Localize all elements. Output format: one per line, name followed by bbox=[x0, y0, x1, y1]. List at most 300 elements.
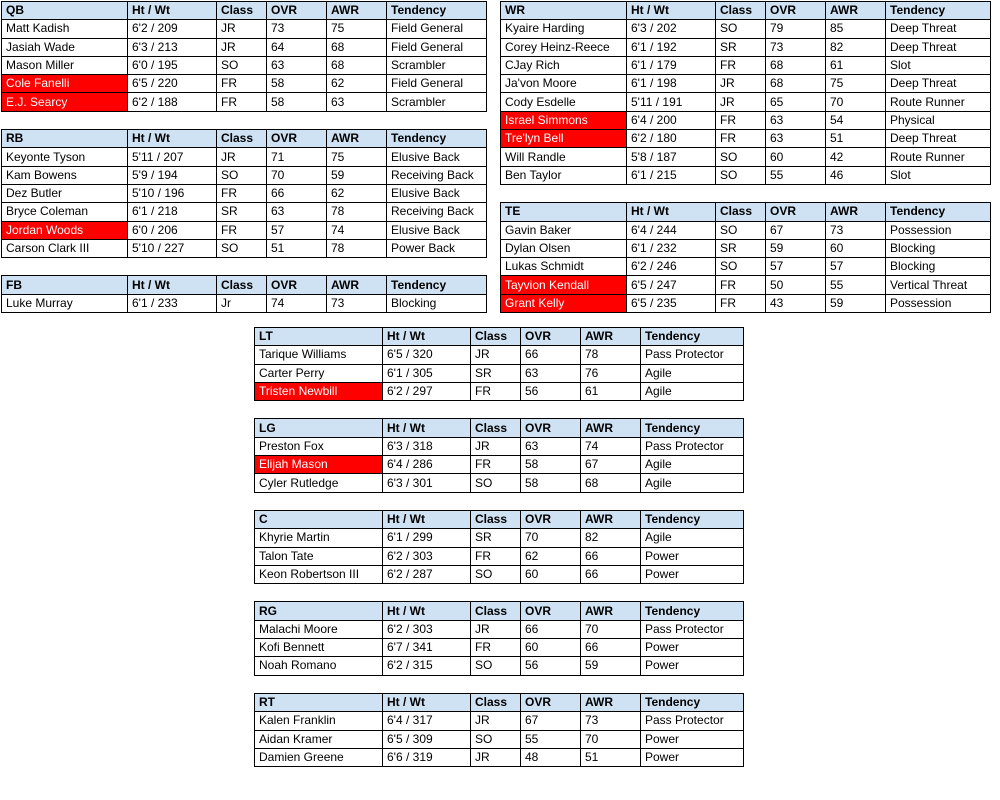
column-header: Tendency bbox=[641, 510, 744, 528]
player-name: Dez Butler bbox=[2, 184, 128, 202]
tendency: Power bbox=[641, 547, 744, 565]
player-name: Will Randle bbox=[501, 148, 627, 166]
column-header: OVR bbox=[267, 130, 327, 148]
overall-rating: 66 bbox=[521, 346, 581, 364]
awareness-rating: 59 bbox=[581, 657, 641, 675]
awareness-rating: 70 bbox=[581, 730, 641, 748]
height-weight: 6'2 / 297 bbox=[383, 382, 471, 400]
column-header: AWR bbox=[581, 602, 641, 620]
column-header: Ht / Wt bbox=[383, 602, 471, 620]
height-weight: 6'0 / 206 bbox=[128, 221, 217, 239]
overall-rating: 57 bbox=[267, 221, 327, 239]
tendency: Blocking bbox=[886, 258, 991, 276]
overall-rating: 66 bbox=[267, 184, 327, 202]
column-header: Ht / Wt bbox=[383, 693, 471, 711]
height-weight: 5'10 / 196 bbox=[128, 184, 217, 202]
class-year: JR bbox=[471, 346, 521, 364]
player-row bbox=[501, 276, 991, 294]
column-header: Class bbox=[471, 602, 521, 620]
overall-rating: 70 bbox=[521, 529, 581, 547]
tendency: Elusive Back bbox=[387, 221, 487, 239]
class-year: FR bbox=[471, 547, 521, 565]
overall-rating: 60 bbox=[521, 565, 581, 583]
tendency: Slot bbox=[886, 56, 991, 74]
class-year: FR bbox=[716, 111, 766, 129]
height-weight: 6'3 / 213 bbox=[128, 38, 217, 56]
class-year: SO bbox=[716, 258, 766, 276]
tendency: Scrambler bbox=[387, 56, 487, 74]
awareness-rating: 68 bbox=[581, 474, 641, 492]
player-row bbox=[501, 166, 991, 184]
height-weight: 5'11 / 191 bbox=[627, 93, 716, 111]
class-year: SO bbox=[471, 657, 521, 675]
column-header: OVR bbox=[267, 2, 327, 20]
awareness-rating: 55 bbox=[826, 276, 886, 294]
player-row bbox=[501, 221, 991, 239]
class-year: SO bbox=[716, 221, 766, 239]
overall-rating: 63 bbox=[267, 56, 327, 74]
player-name: Malachi Moore bbox=[255, 620, 383, 638]
class-year: SO bbox=[471, 730, 521, 748]
position-header: QB bbox=[2, 2, 128, 20]
player-row bbox=[501, 148, 991, 166]
position-header-row bbox=[255, 419, 744, 437]
height-weight: 6'3 / 301 bbox=[383, 474, 471, 492]
class-year: FR bbox=[217, 75, 267, 93]
height-weight: 6'5 / 320 bbox=[383, 346, 471, 364]
class-year: SO bbox=[471, 474, 521, 492]
overall-rating: 48 bbox=[521, 748, 581, 766]
height-weight: 5'10 / 227 bbox=[128, 239, 217, 257]
column-header: AWR bbox=[327, 276, 387, 294]
awareness-rating: 57 bbox=[826, 258, 886, 276]
overall-rating: 55 bbox=[766, 166, 826, 184]
player-row bbox=[255, 456, 744, 474]
tendency: Deep Threat bbox=[886, 75, 991, 93]
height-weight: 6'4 / 286 bbox=[383, 456, 471, 474]
height-weight: 6'2 / 303 bbox=[383, 620, 471, 638]
class-year: FR bbox=[471, 456, 521, 474]
height-weight: 6'5 / 247 bbox=[627, 276, 716, 294]
column-header: Tendency bbox=[641, 602, 744, 620]
class-year: SR bbox=[471, 364, 521, 382]
awareness-rating: 60 bbox=[826, 239, 886, 257]
class-year: JR bbox=[471, 620, 521, 638]
group-spacer bbox=[255, 492, 744, 510]
height-weight: 6'2 / 287 bbox=[383, 565, 471, 583]
player-name: Lukas Schmidt bbox=[501, 258, 627, 276]
position-header: WR bbox=[501, 2, 627, 20]
column-header: Tendency bbox=[641, 328, 744, 346]
player-name: Damien Greene bbox=[255, 748, 383, 766]
awareness-rating: 62 bbox=[327, 75, 387, 93]
player-name: Jordan Woods bbox=[2, 221, 128, 239]
overall-rating: 63 bbox=[766, 130, 826, 148]
overall-rating: 55 bbox=[521, 730, 581, 748]
player-name: Talon Tate bbox=[255, 547, 383, 565]
player-name: Jasiah Wade bbox=[2, 38, 128, 56]
overall-rating: 62 bbox=[521, 547, 581, 565]
player-row bbox=[2, 239, 487, 257]
awareness-rating: 61 bbox=[581, 382, 641, 400]
overall-rating: 73 bbox=[766, 38, 826, 56]
position-header-row bbox=[2, 130, 487, 148]
tendency: Elusive Back bbox=[387, 184, 487, 202]
column-header: AWR bbox=[327, 130, 387, 148]
column-header: Ht / Wt bbox=[128, 130, 217, 148]
player-name: Cody Esdelle bbox=[501, 93, 627, 111]
awareness-rating: 73 bbox=[581, 712, 641, 730]
tendency: Field General bbox=[387, 38, 487, 56]
tendency: Agile bbox=[641, 456, 744, 474]
awareness-rating: 75 bbox=[327, 148, 387, 166]
height-weight: 6'4 / 317 bbox=[383, 712, 471, 730]
player-name: Ben Taylor bbox=[501, 166, 627, 184]
tendency: Scrambler bbox=[387, 93, 487, 111]
player-row bbox=[2, 93, 487, 111]
class-year: FR bbox=[471, 382, 521, 400]
height-weight: 6'3 / 318 bbox=[383, 437, 471, 455]
column-header: Class bbox=[217, 130, 267, 148]
class-year: SO bbox=[716, 148, 766, 166]
tendency: Agile bbox=[641, 529, 744, 547]
tendency: Field General bbox=[387, 20, 487, 38]
class-year: SR bbox=[716, 38, 766, 56]
overall-rating: 63 bbox=[521, 437, 581, 455]
column-header: AWR bbox=[327, 2, 387, 20]
tendency: Power bbox=[641, 639, 744, 657]
player-row bbox=[2, 294, 487, 312]
player-row bbox=[255, 565, 744, 583]
column-header: Tendency bbox=[387, 276, 487, 294]
column-header: Ht / Wt bbox=[383, 510, 471, 528]
player-name: Tarique Williams bbox=[255, 346, 383, 364]
player-row bbox=[255, 657, 744, 675]
tendency: Agile bbox=[641, 364, 744, 382]
player-name: Dylan Olsen bbox=[501, 239, 627, 257]
overall-rating: 74 bbox=[267, 294, 327, 312]
player-name: Elijah Mason bbox=[255, 456, 383, 474]
tendency: Vertical Threat bbox=[886, 276, 991, 294]
overall-rating: 68 bbox=[766, 56, 826, 74]
awareness-rating: 68 bbox=[327, 56, 387, 74]
class-year: SO bbox=[217, 166, 267, 184]
class-year: JR bbox=[217, 148, 267, 166]
column-header: Ht / Wt bbox=[383, 328, 471, 346]
player-name: Grant Kelly bbox=[501, 294, 627, 312]
awareness-rating: 85 bbox=[826, 20, 886, 38]
class-year: JR bbox=[716, 93, 766, 111]
group-spacer bbox=[255, 675, 744, 693]
class-year: JR bbox=[716, 75, 766, 93]
player-name: Luke Murray bbox=[2, 294, 128, 312]
awareness-rating: 59 bbox=[327, 166, 387, 184]
column-header: Class bbox=[217, 276, 267, 294]
overall-rating: 68 bbox=[766, 75, 826, 93]
class-year: Jr bbox=[217, 294, 267, 312]
height-weight: 6'0 / 195 bbox=[128, 56, 217, 74]
tendency: Slot bbox=[886, 166, 991, 184]
column-header: Ht / Wt bbox=[383, 419, 471, 437]
tendency: Power bbox=[641, 657, 744, 675]
class-year: FR bbox=[716, 56, 766, 74]
awareness-rating: 63 bbox=[327, 93, 387, 111]
overall-rating: 60 bbox=[766, 148, 826, 166]
player-name: Tre'lyn Bell bbox=[501, 130, 627, 148]
player-row bbox=[501, 111, 991, 129]
height-weight: 6'1 / 218 bbox=[128, 203, 217, 221]
column-header: OVR bbox=[267, 276, 327, 294]
column-header: Ht / Wt bbox=[627, 203, 716, 221]
awareness-rating: 70 bbox=[581, 620, 641, 638]
player-row bbox=[501, 38, 991, 56]
class-year: JR bbox=[217, 38, 267, 56]
awareness-rating: 42 bbox=[826, 148, 886, 166]
tendency: Agile bbox=[641, 474, 744, 492]
player-row bbox=[501, 20, 991, 38]
column-header: OVR bbox=[766, 203, 826, 221]
height-weight: 6'2 / 209 bbox=[128, 20, 217, 38]
column-header: AWR bbox=[581, 328, 641, 346]
class-year: FR bbox=[217, 221, 267, 239]
player-name: Cole Fanelli bbox=[2, 75, 128, 93]
player-name: Tristen Newbill bbox=[255, 382, 383, 400]
player-row bbox=[501, 258, 991, 276]
player-name: Kofi Bennett bbox=[255, 639, 383, 657]
awareness-rating: 68 bbox=[327, 38, 387, 56]
tendency: Blocking bbox=[886, 239, 991, 257]
column-header: OVR bbox=[521, 419, 581, 437]
tendency: Power bbox=[641, 730, 744, 748]
player-name: Keyonte Tyson bbox=[2, 148, 128, 166]
awareness-rating: 75 bbox=[327, 20, 387, 38]
overall-rating: 63 bbox=[521, 364, 581, 382]
tendency: Power bbox=[641, 565, 744, 583]
awareness-rating: 66 bbox=[581, 565, 641, 583]
player-row bbox=[255, 547, 744, 565]
position-header-row bbox=[255, 510, 744, 528]
tendency: Power bbox=[641, 748, 744, 766]
player-row bbox=[255, 529, 744, 547]
class-year: SO bbox=[217, 239, 267, 257]
position-header: RG bbox=[255, 602, 383, 620]
player-row bbox=[501, 239, 991, 257]
height-weight: 6'1 / 198 bbox=[627, 75, 716, 93]
overall-rating: 58 bbox=[521, 456, 581, 474]
class-year: FR bbox=[716, 276, 766, 294]
class-year: FR bbox=[716, 130, 766, 148]
height-weight: 6'2 / 315 bbox=[383, 657, 471, 675]
player-row bbox=[2, 184, 487, 202]
overall-rating: 67 bbox=[521, 712, 581, 730]
player-name: Carter Perry bbox=[255, 364, 383, 382]
awareness-rating: 78 bbox=[327, 203, 387, 221]
player-name: Kalen Franklin bbox=[255, 712, 383, 730]
class-year: FR bbox=[716, 294, 766, 312]
player-row bbox=[2, 221, 487, 239]
player-name: Gavin Baker bbox=[501, 221, 627, 239]
player-name: Aidan Kramer bbox=[255, 730, 383, 748]
awareness-rating: 78 bbox=[327, 239, 387, 257]
group-spacer bbox=[501, 184, 991, 202]
overall-rating: 58 bbox=[267, 93, 327, 111]
tendency: Deep Threat bbox=[886, 20, 991, 38]
offensive-line-depth-chart-table bbox=[254, 327, 744, 767]
player-name: Mason Miller bbox=[2, 56, 128, 74]
player-row bbox=[2, 20, 487, 38]
column-header: Class bbox=[471, 419, 521, 437]
height-weight: 6'2 / 246 bbox=[627, 258, 716, 276]
awareness-rating: 70 bbox=[826, 93, 886, 111]
overall-rating: 63 bbox=[766, 111, 826, 129]
column-header: Class bbox=[471, 510, 521, 528]
position-header: LT bbox=[255, 328, 383, 346]
class-year: SO bbox=[217, 56, 267, 74]
class-year: FR bbox=[217, 184, 267, 202]
player-row bbox=[501, 75, 991, 93]
awareness-rating: 59 bbox=[826, 294, 886, 312]
awareness-rating: 82 bbox=[826, 38, 886, 56]
class-year: SO bbox=[716, 166, 766, 184]
column-header: OVR bbox=[521, 693, 581, 711]
tendency: Possession bbox=[886, 294, 991, 312]
height-weight: 6'2 / 180 bbox=[627, 130, 716, 148]
column-header: AWR bbox=[581, 419, 641, 437]
column-header: AWR bbox=[826, 203, 886, 221]
height-weight: 6'1 / 299 bbox=[383, 529, 471, 547]
overall-rating: 59 bbox=[766, 239, 826, 257]
player-row bbox=[2, 148, 487, 166]
column-header: Ht / Wt bbox=[128, 2, 217, 20]
right-depth-chart-table bbox=[500, 1, 991, 313]
tendency: Receiving Back bbox=[387, 166, 487, 184]
overall-rating: 73 bbox=[267, 20, 327, 38]
player-row bbox=[255, 346, 744, 364]
player-row bbox=[255, 748, 744, 766]
tendency: Route Runner bbox=[886, 93, 991, 111]
player-name: Kyaire Harding bbox=[501, 20, 627, 38]
column-header: OVR bbox=[766, 2, 826, 20]
overall-rating: 58 bbox=[267, 75, 327, 93]
overall-rating: 71 bbox=[267, 148, 327, 166]
column-header: Class bbox=[471, 693, 521, 711]
awareness-rating: 61 bbox=[826, 56, 886, 74]
height-weight: 6'7 / 341 bbox=[383, 639, 471, 657]
player-name: Khyrie Martin bbox=[255, 529, 383, 547]
class-year: SR bbox=[716, 239, 766, 257]
awareness-rating: 74 bbox=[327, 221, 387, 239]
left-depth-chart-table bbox=[1, 1, 487, 313]
tendency: Pass Protector bbox=[641, 620, 744, 638]
class-year: FR bbox=[217, 93, 267, 111]
overall-rating: 67 bbox=[766, 221, 826, 239]
height-weight: 6'3 / 202 bbox=[627, 20, 716, 38]
height-weight: 6'1 / 179 bbox=[627, 56, 716, 74]
height-weight: 6'5 / 220 bbox=[128, 75, 217, 93]
class-year: SR bbox=[217, 203, 267, 221]
overall-rating: 64 bbox=[267, 38, 327, 56]
column-header: OVR bbox=[521, 602, 581, 620]
height-weight: 6'1 / 233 bbox=[128, 294, 217, 312]
height-weight: 6'5 / 309 bbox=[383, 730, 471, 748]
position-header: LG bbox=[255, 419, 383, 437]
awareness-rating: 74 bbox=[581, 437, 641, 455]
column-header: Tendency bbox=[641, 419, 744, 437]
overall-rating: 58 bbox=[521, 474, 581, 492]
tendency: Receiving Back bbox=[387, 203, 487, 221]
tendency: Field General bbox=[387, 75, 487, 93]
awareness-rating: 73 bbox=[327, 294, 387, 312]
tendency: Route Runner bbox=[886, 148, 991, 166]
player-row bbox=[255, 639, 744, 657]
tendency: Pass Protector bbox=[641, 712, 744, 730]
player-row bbox=[2, 203, 487, 221]
player-row bbox=[2, 38, 487, 56]
column-header: Tendency bbox=[387, 2, 487, 20]
player-row bbox=[2, 75, 487, 93]
awareness-rating: 73 bbox=[826, 221, 886, 239]
awareness-rating: 54 bbox=[826, 111, 886, 129]
overall-rating: 57 bbox=[766, 258, 826, 276]
group-spacer bbox=[255, 401, 744, 419]
group-spacer bbox=[2, 258, 487, 276]
player-name: Tayvion Kendall bbox=[501, 276, 627, 294]
position-header-row bbox=[255, 693, 744, 711]
overall-rating: 63 bbox=[267, 203, 327, 221]
player-name: Corey Heinz-Reece bbox=[501, 38, 627, 56]
player-row bbox=[501, 294, 991, 312]
overall-rating: 60 bbox=[521, 639, 581, 657]
column-header: OVR bbox=[521, 328, 581, 346]
player-row bbox=[501, 130, 991, 148]
player-row bbox=[255, 730, 744, 748]
column-header: Tendency bbox=[886, 2, 991, 20]
column-header: AWR bbox=[581, 693, 641, 711]
column-header: Ht / Wt bbox=[627, 2, 716, 20]
tendency: Power Back bbox=[387, 239, 487, 257]
player-name: Carson Clark III bbox=[2, 239, 128, 257]
height-weight: 6'5 / 235 bbox=[627, 294, 716, 312]
player-row bbox=[501, 56, 991, 74]
overall-rating: 70 bbox=[267, 166, 327, 184]
class-year: SO bbox=[471, 565, 521, 583]
class-year: JR bbox=[471, 712, 521, 730]
overall-rating: 56 bbox=[521, 657, 581, 675]
player-name: Bryce Coleman bbox=[2, 203, 128, 221]
player-name: Israel Simmons bbox=[501, 111, 627, 129]
height-weight: 6'4 / 244 bbox=[627, 221, 716, 239]
player-row bbox=[2, 56, 487, 74]
player-row bbox=[255, 474, 744, 492]
tendency: Pass Protector bbox=[641, 346, 744, 364]
position-header-row bbox=[501, 203, 991, 221]
awareness-rating: 66 bbox=[581, 639, 641, 657]
tendency: Pass Protector bbox=[641, 437, 744, 455]
awareness-rating: 78 bbox=[581, 346, 641, 364]
player-name: Matt Kadish bbox=[2, 20, 128, 38]
player-name: Keon Robertson III bbox=[255, 565, 383, 583]
column-header: Class bbox=[716, 2, 766, 20]
player-name: Preston Fox bbox=[255, 437, 383, 455]
player-row bbox=[2, 166, 487, 184]
position-header-row bbox=[501, 2, 991, 20]
overall-rating: 50 bbox=[766, 276, 826, 294]
column-header: AWR bbox=[581, 510, 641, 528]
tendency: Deep Threat bbox=[886, 38, 991, 56]
position-header: RT bbox=[255, 693, 383, 711]
overall-rating: 51 bbox=[267, 239, 327, 257]
group-spacer bbox=[255, 584, 744, 602]
